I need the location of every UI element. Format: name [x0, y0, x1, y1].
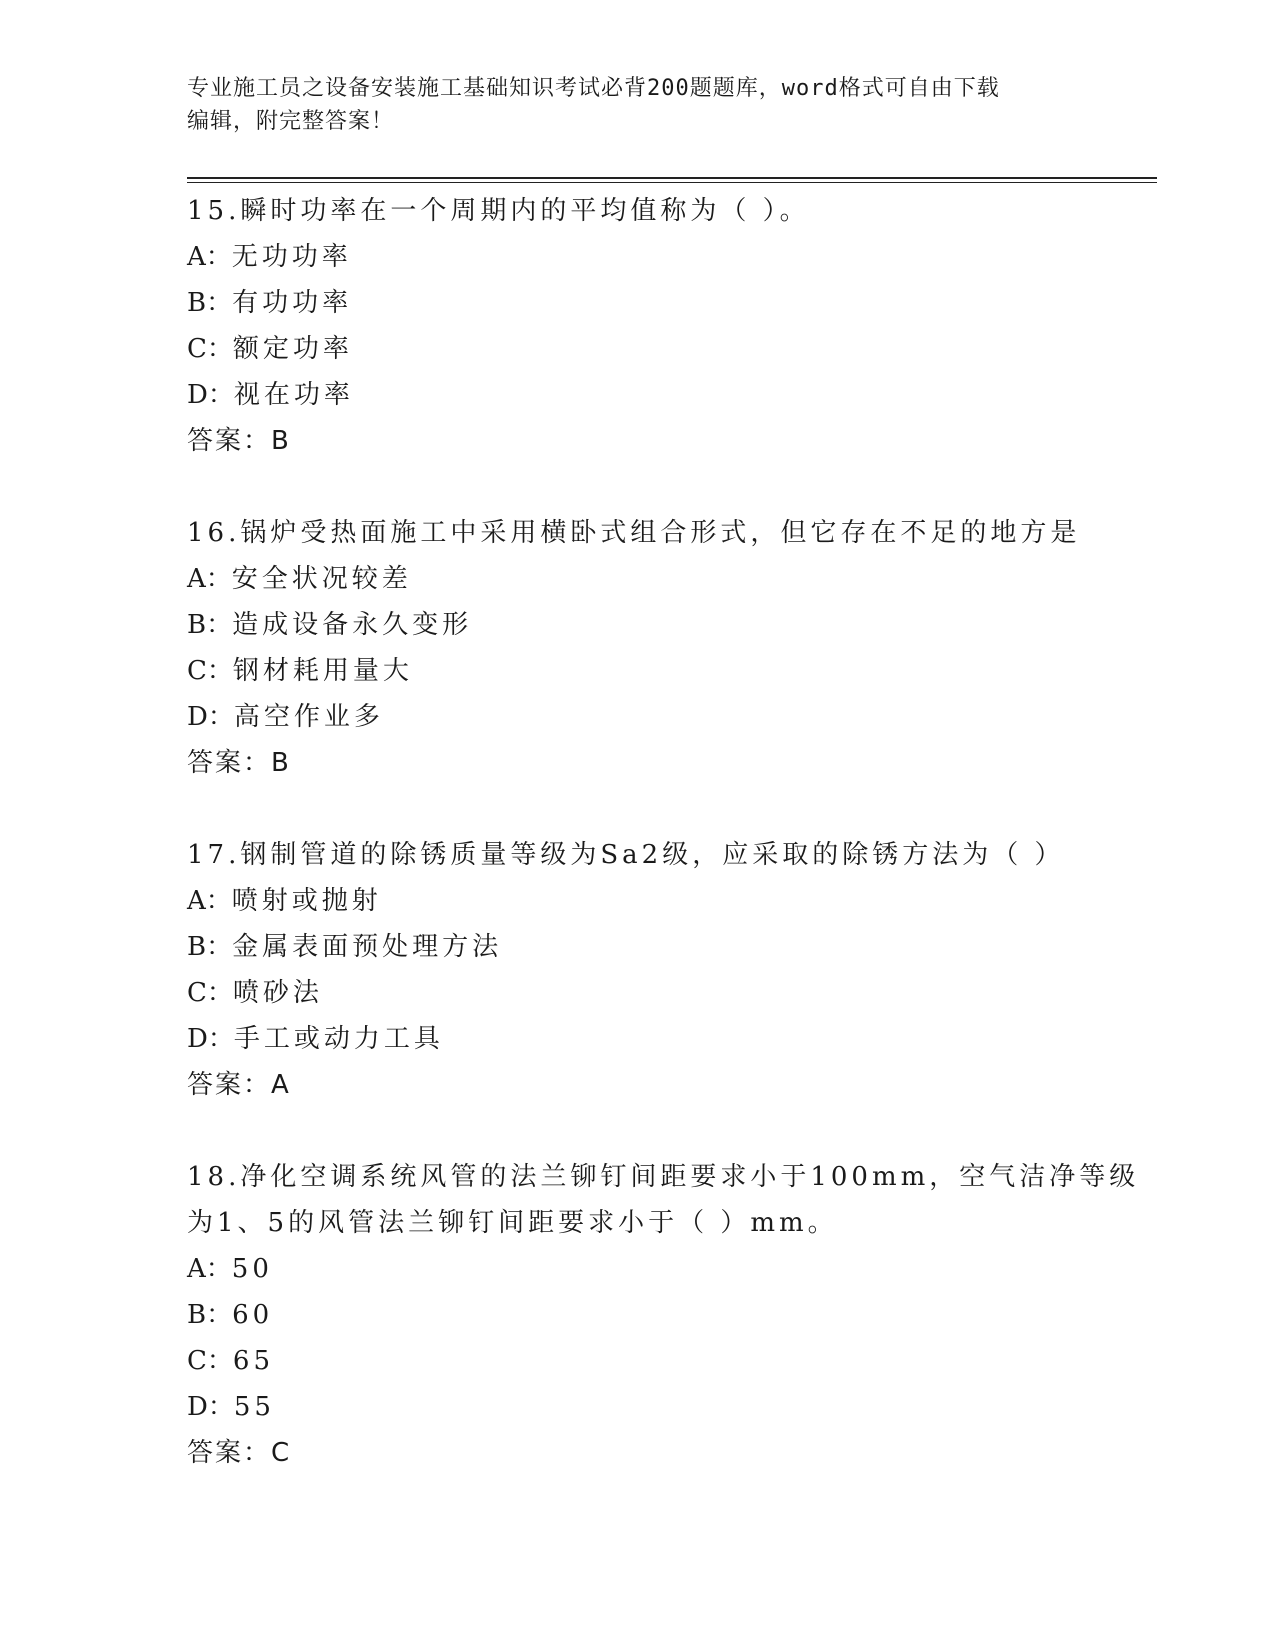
option-text: 喷射或抛射	[231, 886, 382, 916]
answer-label: 答案：	[187, 748, 272, 778]
option-text: 60	[232, 1300, 274, 1330]
question-text-continued: 为1、5的风管法兰铆钉间距要求小于（ ）mm。	[187, 1208, 838, 1238]
option-b	[187, 924, 1147, 970]
question-18	[187, 1154, 1147, 1476]
option-text: 金属表面预处理方法	[232, 932, 503, 962]
answer-value: A	[271, 1070, 290, 1100]
option-a	[187, 878, 1147, 924]
option-letter: C：	[187, 1346, 233, 1376]
header-line-1: 专业施工员之设备安装施工基础知识考试必背200题题库，word格式可自由下载	[187, 76, 1000, 101]
question-list	[187, 188, 1147, 1522]
option-letter: A：	[187, 886, 232, 916]
option-d	[187, 1384, 1147, 1430]
answer-value: C	[271, 1438, 291, 1468]
answer	[187, 1430, 1147, 1476]
option-letter: D：	[187, 380, 234, 410]
option-text: 手工或动力工具	[233, 1024, 444, 1054]
option-text: 55	[233, 1392, 275, 1422]
option-c	[187, 1338, 1147, 1384]
option-b	[187, 1292, 1147, 1338]
option-letter: D：	[187, 702, 234, 732]
option-letter: B：	[187, 288, 233, 318]
option-b	[187, 602, 1147, 648]
option-letter: B：	[187, 1300, 233, 1330]
option-a	[187, 234, 1147, 280]
option-letter: C：	[187, 334, 233, 364]
option-text: 50	[231, 1254, 273, 1284]
header-line-2: 编辑，附完整答案！	[187, 109, 395, 134]
answer-label: 答案：	[187, 1438, 272, 1468]
option-text: 安全状况较差	[231, 564, 412, 594]
option-c	[187, 648, 1147, 694]
option-letter: B：	[187, 610, 233, 640]
option-letter: C：	[187, 978, 233, 1008]
answer-value: B	[271, 748, 290, 778]
option-text: 钢材耗用量大	[232, 656, 413, 686]
option-text: 65	[232, 1346, 274, 1376]
option-letter: A：	[187, 242, 232, 272]
option-d	[187, 372, 1147, 418]
option-b	[187, 280, 1147, 326]
option-c	[187, 326, 1147, 372]
option-text: 喷砂法	[232, 978, 323, 1008]
option-text: 视在功率	[233, 380, 354, 410]
answer	[187, 740, 1147, 786]
answer-label: 答案：	[187, 1070, 272, 1100]
option-a	[187, 556, 1147, 602]
option-letter: C：	[187, 656, 233, 686]
answer	[187, 1062, 1147, 1108]
question-text: 18.净化空调系统风管的法兰铆钉间距要求小于100mm，空气洁净等级	[187, 1162, 1140, 1192]
answer-label: 答案：	[187, 426, 272, 456]
option-letter: B：	[187, 932, 233, 962]
option-letter: D：	[187, 1024, 234, 1054]
option-text: 高空作业多	[233, 702, 384, 732]
option-text: 额定功率	[232, 334, 353, 364]
document-header	[187, 72, 1087, 138]
option-c	[187, 970, 1147, 1016]
header-divider-thick	[187, 177, 1157, 179]
option-text: 无功功率	[231, 242, 352, 272]
answer-value: B	[271, 426, 290, 456]
header-divider-thin	[187, 182, 1157, 183]
question-17	[187, 832, 1147, 1108]
option-text: 造成设备永久变形	[232, 610, 473, 640]
option-d	[187, 694, 1147, 740]
option-letter: A：	[187, 1254, 232, 1284]
option-letter: D：	[187, 1392, 234, 1422]
question-text: 15.瞬时功率在一个周期内的平均值称为（ ）。	[187, 196, 810, 226]
question-15	[187, 188, 1147, 464]
question-text: 16.锅炉受热面施工中采用横卧式组合形式，但它存在不足的地方是	[187, 518, 1081, 548]
question-text: 17.钢制管道的除锈质量等级为Sa2级，应采取的除锈方法为（ ）	[187, 840, 1065, 870]
question-16	[187, 510, 1147, 786]
option-letter: A：	[187, 564, 232, 594]
answer	[187, 418, 1147, 464]
option-a	[187, 1246, 1147, 1292]
option-text: 有功功率	[232, 288, 353, 318]
option-d	[187, 1016, 1147, 1062]
